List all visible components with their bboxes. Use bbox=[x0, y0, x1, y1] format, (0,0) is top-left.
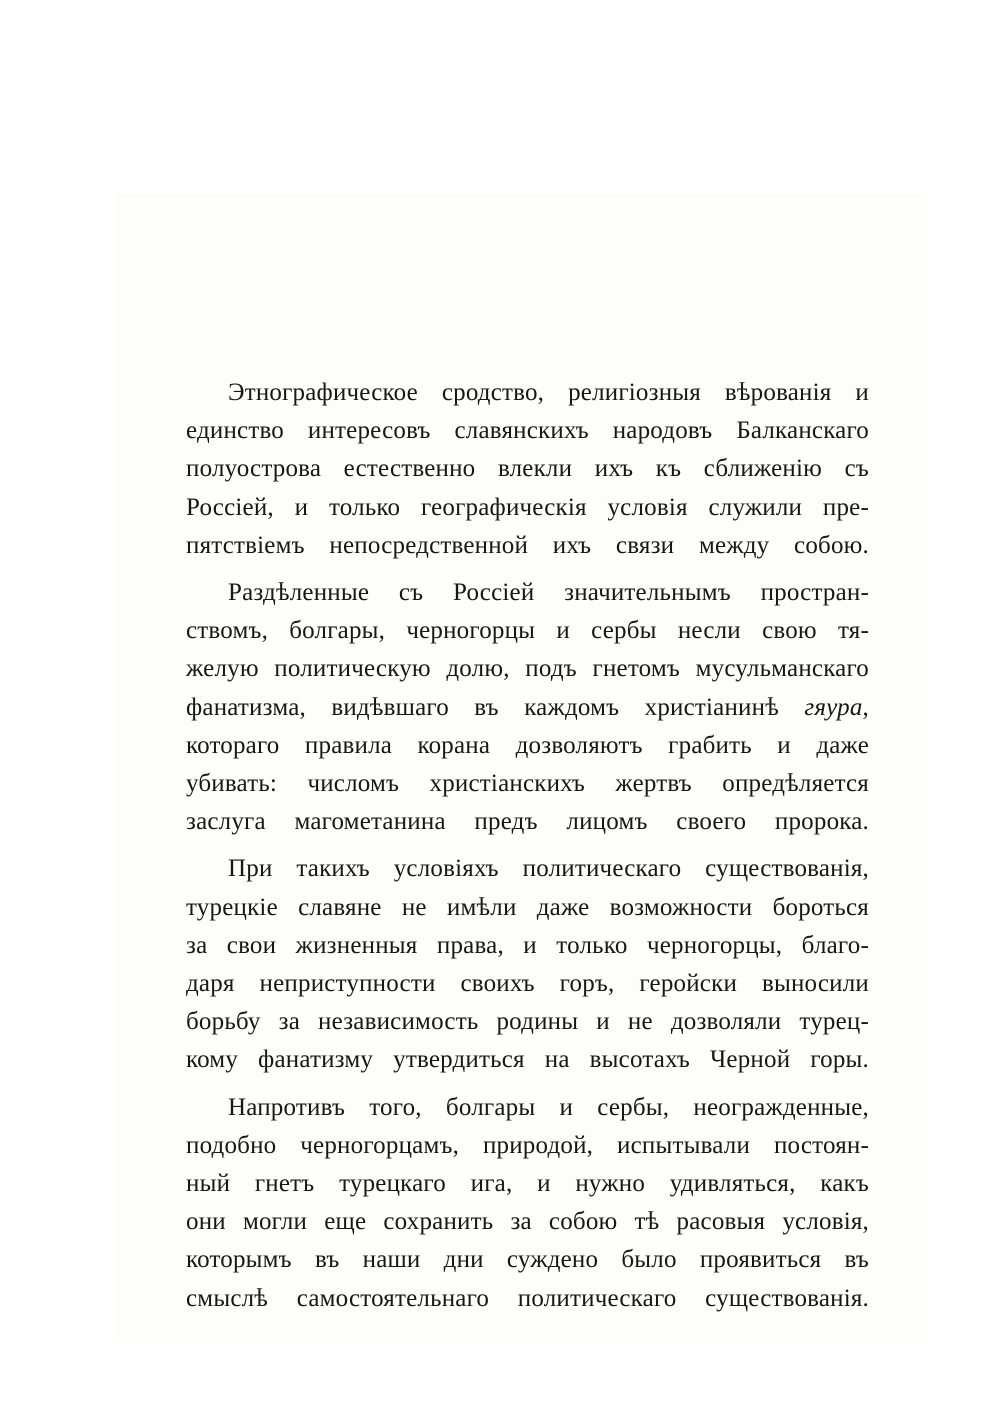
text-line bbox=[186, 374, 869, 412]
text-segment: полуострова естественно влекли ихъ къ сближенію съ bbox=[186, 455, 869, 483]
text-segment: даря неприступности своихъ горъ, геройски выносили bbox=[186, 970, 869, 998]
text-line bbox=[186, 1165, 869, 1203]
text-segment: При такихъ условіяхъ политическаго существованія, bbox=[228, 855, 869, 883]
text-segment: ствомъ, болгары, черногорцы и сербы несли свою тя- bbox=[186, 617, 869, 645]
text-segment: пятствіемъ непосредственной ихъ связи между собою. bbox=[186, 531, 869, 559]
text-segment: заслуга магометанина предъ лицомъ своего пророка. bbox=[186, 808, 869, 836]
text-segment: Раздѣленные съ Россіей значительнымъ простран- bbox=[228, 579, 869, 607]
text-line bbox=[186, 1041, 869, 1079]
text-segment: борьбу за независимость родины и не дозволяли турец- bbox=[186, 1008, 869, 1036]
text-segment: , bbox=[862, 693, 869, 721]
text-segment: которымъ въ наши дни суждено было проявиться въ bbox=[186, 1246, 869, 1274]
text-segment: Этнографическое сродство, религіозныя вѣрованія и bbox=[228, 379, 869, 406]
text-segment: они могли еще сохранить за собою тѣ расовыя условія, bbox=[186, 1208, 869, 1236]
text-line bbox=[186, 1280, 869, 1318]
paragraph bbox=[186, 574, 869, 841]
text-line bbox=[186, 727, 869, 765]
paragraph bbox=[186, 1089, 869, 1318]
text-segment: турецкіе славяне не имѣли даже возможности бороться bbox=[186, 893, 869, 921]
paragraph bbox=[186, 374, 869, 565]
text-segment: убивать: числомъ христіанскихъ жертвъ опредѣляется bbox=[186, 770, 869, 798]
text-line bbox=[186, 1203, 869, 1241]
text-line bbox=[186, 489, 869, 527]
text-segment: кому фанатизму утвердиться на высотахъ Черной горы. bbox=[186, 1046, 869, 1074]
text-segment: желую политическую долю, подъ гнетомъ мусульманскаго bbox=[186, 655, 869, 683]
text-segment: Напротивъ того, болгары и сербы, неогражденные, bbox=[228, 1093, 869, 1121]
text-line bbox=[186, 574, 869, 612]
text-line bbox=[186, 850, 869, 888]
text-segment: ный гнетъ турецкаго ига, и нужно удивляться, какъ bbox=[186, 1170, 869, 1198]
text-line bbox=[186, 765, 869, 803]
text-line bbox=[186, 689, 869, 727]
paragraph bbox=[186, 850, 869, 1079]
text-line bbox=[186, 803, 869, 841]
text-line bbox=[186, 1127, 869, 1165]
text-segment: фанатизма, видѣвшаго въ каждомъ христіанинѣ bbox=[186, 693, 805, 721]
text-line bbox=[186, 889, 869, 927]
text-line bbox=[186, 1241, 869, 1279]
text-line bbox=[186, 965, 869, 1003]
text-line bbox=[186, 412, 869, 450]
text-segment: Россіей, и только географическія условія служили пре- bbox=[186, 493, 869, 521]
text-segment: подобно черногорцамъ, природой, испытывали постоян- bbox=[186, 1131, 869, 1159]
text-line bbox=[186, 927, 869, 965]
text-segment: смыслѣ самостоятельнаго политическаго существованія. bbox=[186, 1284, 869, 1312]
text-line bbox=[186, 1089, 869, 1127]
text-segment: за свои жизненныя права, и только черногорцы, благо- bbox=[186, 931, 869, 959]
text-line bbox=[186, 527, 869, 565]
text-segment: единство интересовъ славянскихъ народовъ Балканскаго bbox=[186, 417, 869, 445]
text-line bbox=[186, 612, 869, 650]
text-line bbox=[186, 650, 869, 688]
text-line bbox=[186, 1003, 869, 1041]
text-line bbox=[186, 450, 869, 488]
italic-text-segment: гяура bbox=[804, 693, 863, 721]
text-block bbox=[186, 374, 869, 1318]
text-segment: котораго правила корана дозволяютъ грабить и даже bbox=[186, 731, 869, 759]
